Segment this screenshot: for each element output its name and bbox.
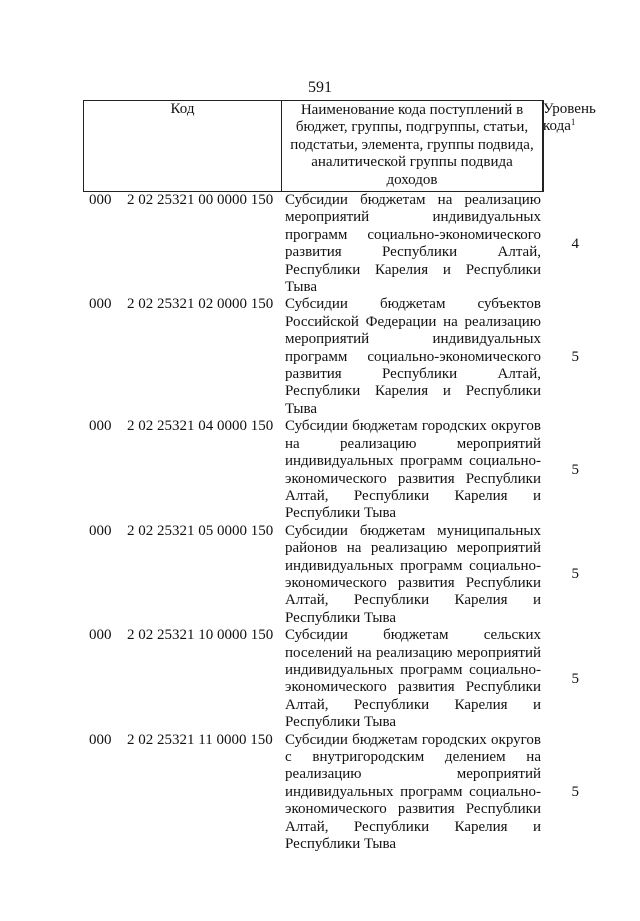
row-name: Субсидии бюджетам муниципальных районов на реализацию мероприятий индивидуальных программ социально-экономического развития Республики Алтай, Республики Карелия и Республики Тыва bbox=[285, 522, 541, 626]
table-row bbox=[0, 523, 640, 627]
row-name: Субсидии бюджетам субъектов Российской Федерации на реализацию мероприятий индивидуальных программ социально-экономического развития Республики Алтай, Республики Карелия и Республики Тыва bbox=[285, 296, 541, 417]
row-level: 5 bbox=[571, 348, 579, 365]
header-code bbox=[84, 101, 282, 192]
row-income-code: 2 02 25321 00 0000 150 bbox=[127, 192, 274, 208]
row-level-cell bbox=[541, 732, 640, 854]
row-income-code: 2 02 25321 05 0000 150 bbox=[127, 522, 274, 539]
table-row bbox=[0, 418, 640, 522]
row-income-code: 2 02 25321 11 0000 150 bbox=[127, 731, 273, 748]
row-admin-code: 000 bbox=[89, 192, 112, 208]
row-admin-code: 000 bbox=[89, 418, 112, 435]
row-level-cell bbox=[541, 523, 640, 627]
table-row bbox=[0, 192, 640, 296]
row-income-code: 2 02 25321 10 0000 150 bbox=[127, 627, 274, 644]
row-level: 5 bbox=[571, 783, 579, 800]
row-admin-code: 000 bbox=[89, 522, 112, 539]
row-name: Субсидии бюджетам сельских поселений на реализацию мероприятий индивидуальных программ социально-экономического развития Республики Алтай, Республики Карелия и Республики Тыва bbox=[285, 627, 541, 731]
row-level-cell bbox=[541, 627, 640, 731]
row-name: Субсидии бюджетам на реализацию мероприятий индивидуальных программ социально-экономического развития Республики Алтай, Республики Карелия и Республики Тыва bbox=[285, 192, 541, 296]
row-admin-code: 000 bbox=[89, 731, 112, 748]
row-income-code: 2 02 25321 04 0000 150 bbox=[127, 418, 274, 435]
table-row bbox=[0, 732, 640, 854]
table-body bbox=[0, 192, 640, 853]
header-level-footnote: 1 bbox=[570, 117, 576, 128]
row-income-code: 2 02 25321 02 0000 150 bbox=[127, 296, 274, 313]
header-code-label: Код bbox=[170, 101, 195, 117]
table-row bbox=[0, 627, 640, 731]
row-name: Субсидии бюджетам городских округов на реализацию мероприятий индивидуальных программ социально-экономического развития Республики Алтай, Республики Карелия и Республики Тыва bbox=[285, 418, 541, 522]
row-level: 4 bbox=[571, 235, 579, 252]
header-level bbox=[543, 101, 596, 192]
row-admin-code: 000 bbox=[89, 296, 112, 313]
header-level-label: Уровень кода bbox=[543, 101, 596, 135]
row-name: Субсидии бюджетам городских округов с внутригородским делением на реализацию мероприятий индивидуальных программ социально-экономического развития Республики Алтай, Республики Карелия и Республики Тыва bbox=[285, 731, 541, 853]
header-name: Наименование кода поступлений в бюджет, группы, подгруппы, статьи, подстатьи, элемента, группы подвида, аналитической группы подвида доходов bbox=[282, 101, 543, 192]
row-level-cell bbox=[541, 418, 640, 522]
row-level: 5 bbox=[571, 566, 579, 583]
row-level: 5 bbox=[571, 670, 579, 687]
row-level: 5 bbox=[571, 461, 579, 478]
row-level-cell bbox=[541, 296, 640, 418]
table-header bbox=[83, 100, 596, 192]
row-admin-code: 000 bbox=[89, 627, 112, 644]
table-row bbox=[0, 296, 640, 418]
page-number: 591 bbox=[308, 79, 332, 96]
row-level-cell bbox=[541, 192, 640, 296]
